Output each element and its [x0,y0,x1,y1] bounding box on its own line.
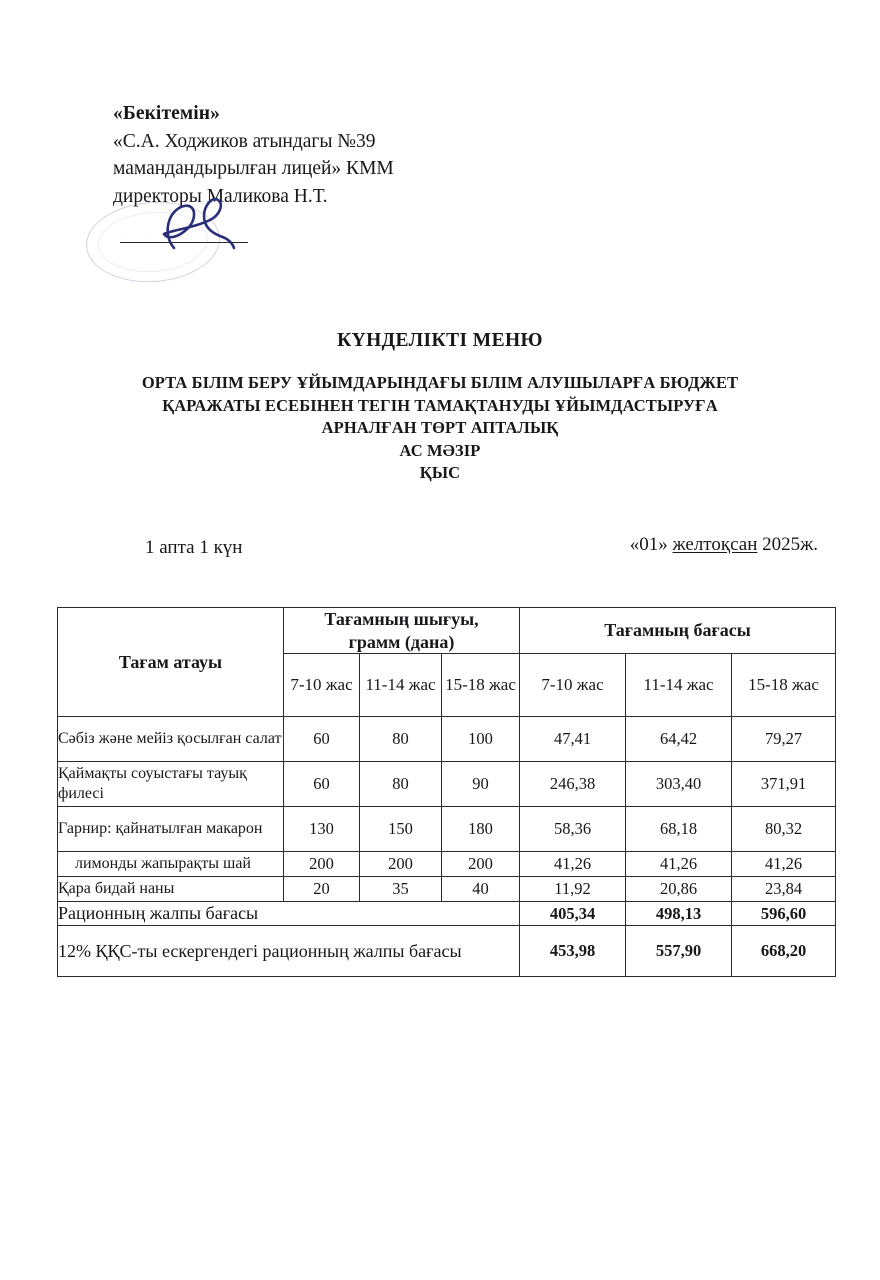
date-prefix: «01» [629,534,668,555]
header-output-line1: Тағамның шығуы, [324,609,479,629]
dish-name: лимонды жапырақты шай [58,852,284,877]
price-11-14: 20,86 [626,877,732,902]
table-row [58,807,836,852]
price-7-10: 11,92 [520,877,626,902]
gram-7-10: 60 [284,717,360,762]
gram-7-10: 20 [284,877,360,902]
gram-15-18: 200 [442,852,520,877]
header-price-age-15-18: 15-18 жас [732,654,836,717]
total-15-18: 596,60 [732,902,836,926]
gram-11-14: 80 [360,717,442,762]
total-7-10: 405,34 [520,902,626,926]
page-title: КҮНДЕЛІКТІ МЕНЮ [337,330,543,351]
header-price: Тағамның бағасы [520,608,836,654]
price-15-18: 79,27 [732,717,836,762]
gram-11-14: 35 [360,877,442,902]
vat-total-15-18: 668,20 [732,926,836,977]
daily-menu-table [57,607,836,977]
table-row [58,762,836,807]
vat-total-7-10: 453,98 [520,926,626,977]
approval-line-1: «С.А. Ходжиков атындагы №39 [113,130,376,152]
price-7-10: 47,41 [520,717,626,762]
price-11-14: 303,40 [626,762,732,807]
gram-15-18: 100 [442,717,520,762]
signature-rule [120,242,248,243]
header-price-age-7-10: 7-10 жас [520,654,626,717]
approval-line-2: мамандандырылған лицей» КММ [113,158,394,180]
price-7-10: 58,36 [520,807,626,852]
header-price-age-11-14: 11-14 жас [626,654,732,717]
header-output-age-7-10: 7-10 жас [284,654,360,717]
subtitle-line-2: ҚАРАЖАТЫ ЕСЕБІНЕН ТЕГІН ТАМАҚТАНУДЫ ҰЙЫМДАСТЫРУҒА [162,395,718,415]
gram-7-10: 60 [284,762,360,807]
header-dish-name: Тағам атауы [58,608,284,717]
total-label: Рационның жалпы бағасы [58,902,520,926]
dish-name: Қара бидай наны [58,877,284,902]
gram-15-18: 40 [442,877,520,902]
dish-name: Гарнир: қайнатылған макарон [58,807,284,852]
date-year: 2025ж. [762,534,818,555]
table-row [58,877,836,902]
total-11-14: 498,13 [626,902,732,926]
gram-15-18: 180 [442,807,520,852]
gram-11-14: 200 [360,852,442,877]
price-15-18: 80,32 [732,807,836,852]
header-output [284,608,520,654]
approval-title: «Бекітемін» [113,103,220,124]
seal-text-ring: · · · · · · · [104,231,168,243]
dish-name: Қаймақты соуыстағы тауық филесі [58,762,284,807]
date-month: желтоқсан [672,534,758,555]
gram-7-10: 130 [284,807,360,852]
approval-block [113,100,533,211]
subtitle-line-5: ҚЫС [419,463,461,483]
dish-name: Сәбіз және мейіз қосылған салат [58,717,284,762]
gram-11-14: 150 [360,807,442,852]
header-output-line2: грамм (дана) [348,631,455,652]
price-11-14: 68,18 [626,807,732,852]
page-subtitle [0,372,880,485]
approval-line-3: директоры Маликова Н.Т. [113,186,328,208]
document-date [630,534,818,556]
price-11-14: 41,26 [626,852,732,877]
table-row [58,717,836,762]
price-15-18: 371,91 [732,762,836,807]
round-seal-icon [83,197,222,286]
subtitle-line-4: АС МӘЗІР [399,440,481,460]
subtitle-line-3: АРНАЛҒАН ТӨРТ АПТАЛЫҚ [321,418,559,438]
vat-total-label: 12% ҚҚС-ты ескергендегі рационның жалпы бағасы [58,926,520,977]
table-total-row [58,902,836,926]
gram-7-10: 200 [284,852,360,877]
table-row [58,852,836,877]
table-header-row-main [58,608,836,654]
price-15-18: 41,26 [732,852,836,877]
header-output-age-15-18: 15-18 жас [442,654,520,717]
gram-11-14: 80 [360,762,442,807]
subtitle-line-1: ОРТА БІЛІМ БЕРУ ҰЙЫМДАРЫНДАҒЫ БІЛІМ АЛУШЫЛАРҒА БЮДЖЕТ [141,373,739,392]
table-vat-total-row [58,926,836,977]
price-15-18: 23,84 [732,877,836,902]
price-7-10: 41,26 [520,852,626,877]
gram-15-18: 90 [442,762,520,807]
week-day-label: 1 апта 1 күн [145,537,243,558]
vat-total-11-14: 557,90 [626,926,732,977]
header-output-age-11-14: 11-14 жас [360,654,442,717]
price-7-10: 246,38 [520,762,626,807]
price-11-14: 64,42 [626,717,732,762]
